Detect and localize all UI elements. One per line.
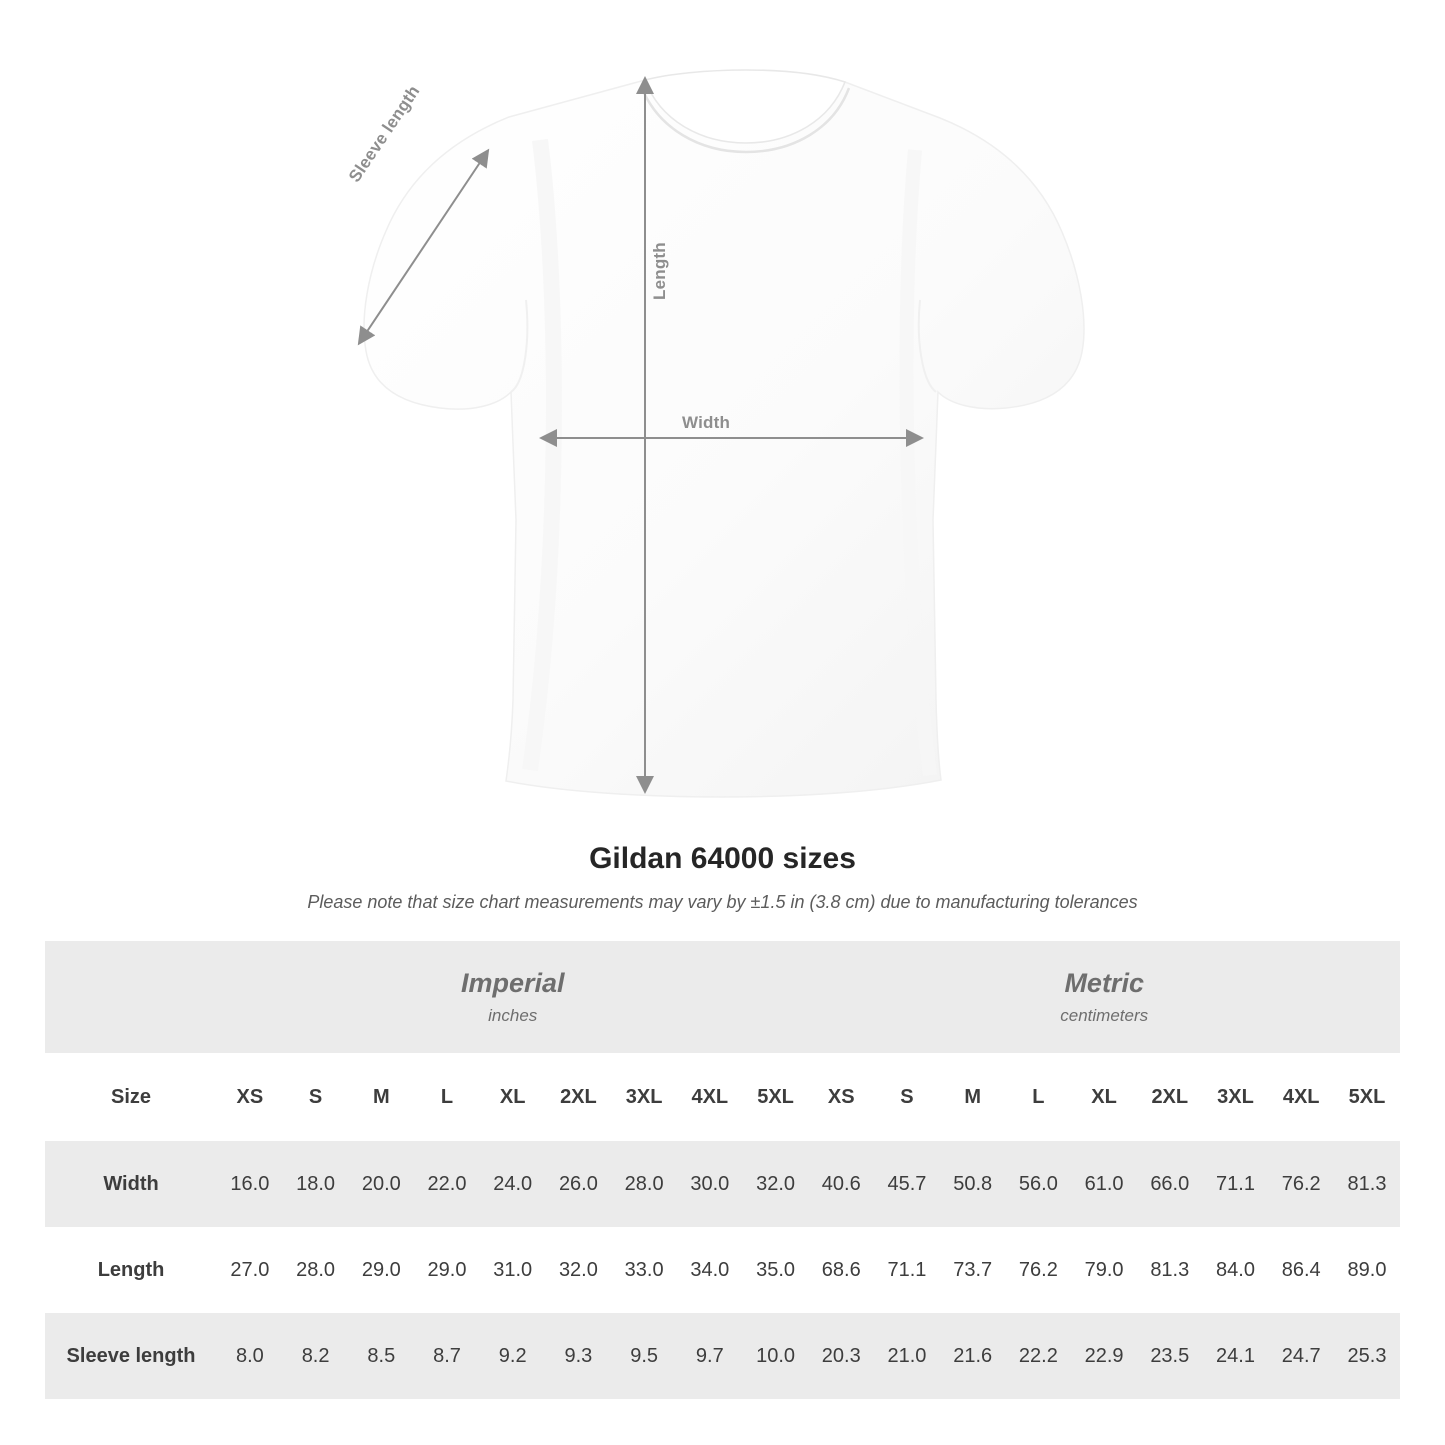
measurement-cell: 32.0 (546, 1227, 612, 1313)
measurement-cell: 22.9 (1071, 1313, 1137, 1399)
measurement-cell: 31.0 (480, 1227, 546, 1313)
size-header-cell: 3XL (611, 1053, 677, 1141)
page-title: Gildan 64000 sizes (589, 842, 856, 875)
size-header-label: Size (45, 1053, 217, 1141)
size-header-cell: 4XL (1268, 1053, 1334, 1141)
measurement-cell: 45.7 (874, 1141, 940, 1227)
measurement-cell: 34.0 (677, 1227, 743, 1313)
unit-group-metric-unit: centimeters (1060, 1005, 1149, 1025)
measurement-cell: 16.0 (217, 1141, 283, 1227)
measurement-cell: 61.0 (1071, 1141, 1137, 1227)
unit-group-metric (808, 941, 1400, 1053)
measurement-cell: 56.0 (1006, 1141, 1072, 1227)
measurement-cell: 25.3 (1334, 1313, 1400, 1399)
size-header-cell: 4XL (677, 1053, 743, 1141)
measurement-cell: 18.0 (283, 1141, 349, 1227)
size-header-cell: XL (1071, 1053, 1137, 1141)
measurement-cell: 76.2 (1268, 1141, 1334, 1227)
measurement-cell: 8.0 (217, 1313, 283, 1399)
unit-header-row (45, 941, 1400, 1053)
measurement-cell: 27.0 (217, 1227, 283, 1313)
measurement-cell: 28.0 (283, 1227, 349, 1313)
measurement-cell: 22.0 (414, 1141, 480, 1227)
measurement-cell: 24.7 (1268, 1313, 1334, 1399)
size-header-cell: XS (808, 1053, 874, 1141)
measurement-cell: 20.0 (348, 1141, 414, 1227)
sleeve-length-label: Sleeve length (345, 81, 424, 186)
measurement-cell: 29.0 (348, 1227, 414, 1313)
unit-group-imperial-name: Imperial (460, 968, 565, 999)
table-row (45, 1141, 1400, 1227)
measurement-cell: 89.0 (1334, 1227, 1400, 1313)
title-block (0, 842, 1445, 913)
measurement-cell: 8.7 (414, 1313, 480, 1399)
measurement-cell: 28.0 (611, 1141, 677, 1227)
measurement-cell: 21.0 (874, 1313, 940, 1399)
measurement-cell: 81.3 (1137, 1227, 1203, 1313)
measurement-cell: 35.0 (743, 1227, 809, 1313)
measurement-cell: 9.2 (480, 1313, 546, 1399)
measurement-cell: 21.6 (940, 1313, 1006, 1399)
size-header-cell: XS (217, 1053, 283, 1141)
size-header-cell: 2XL (1137, 1053, 1203, 1141)
measurement-cell: 50.8 (940, 1141, 1006, 1227)
measurement-cell: 84.0 (1203, 1227, 1269, 1313)
measurement-cell: 40.6 (808, 1141, 874, 1227)
unit-group-imperial (217, 941, 808, 1053)
measurement-cell: 10.0 (743, 1313, 809, 1399)
size-header-cell: M (940, 1053, 1006, 1141)
measurement-cell: 20.3 (808, 1313, 874, 1399)
size-table (45, 941, 1400, 1399)
measurement-cell: 68.6 (808, 1227, 874, 1313)
measurement-cell: 73.7 (940, 1227, 1006, 1313)
table-row (45, 1313, 1400, 1399)
measurement-cell: 81.3 (1334, 1141, 1400, 1227)
width-label: Width (682, 413, 731, 432)
measurement-cell: 23.5 (1137, 1313, 1203, 1399)
measurement-cell: 24.0 (480, 1141, 546, 1227)
unit-group-metric-name: Metric (1064, 968, 1144, 999)
measurement-cell: 9.3 (546, 1313, 612, 1399)
measurement-cell: 71.1 (874, 1227, 940, 1313)
size-header-cell: 5XL (1334, 1053, 1400, 1141)
measurement-cell: 9.5 (611, 1313, 677, 1399)
table-row (45, 1227, 1400, 1313)
row-label: Sleeve length (45, 1313, 217, 1399)
measurement-cell: 86.4 (1268, 1227, 1334, 1313)
row-label: Width (45, 1141, 217, 1227)
size-header-cell: 5XL (743, 1053, 809, 1141)
measurement-cell: 8.5 (348, 1313, 414, 1399)
measurement-note: Please note that size chart measurements may vary by ±1.5 in (3.8 cm) due to manufacturing tolerances (307, 892, 1138, 912)
size-header-row (45, 1053, 1400, 1141)
measurement-cell: 24.1 (1203, 1313, 1269, 1399)
measurement-cell: 22.2 (1006, 1313, 1072, 1399)
measurement-cell: 79.0 (1071, 1227, 1137, 1313)
unit-group-imperial-unit: inches (488, 1005, 538, 1025)
size-header-cell: 2XL (546, 1053, 612, 1141)
size-header-cell: M (348, 1053, 414, 1141)
measurement-cell: 29.0 (414, 1227, 480, 1313)
size-header-cell: L (414, 1053, 480, 1141)
size-header-cell: L (1006, 1053, 1072, 1141)
length-label: Length (650, 242, 669, 300)
row-label: Length (45, 1227, 217, 1313)
size-header-cell: 3XL (1203, 1053, 1269, 1141)
size-header-cell: XL (480, 1053, 546, 1141)
size-header-cell: S (283, 1053, 349, 1141)
size-header-cell: S (874, 1053, 940, 1141)
size-table-wrapper (45, 941, 1400, 1399)
tshirt-shape (364, 70, 1084, 797)
measurement-cell: 71.1 (1203, 1141, 1269, 1227)
measurement-cell: 76.2 (1006, 1227, 1072, 1313)
measurement-cell: 33.0 (611, 1227, 677, 1313)
measurement-cell: 66.0 (1137, 1141, 1203, 1227)
measurement-cell: 8.2 (283, 1313, 349, 1399)
measurement-cell: 9.7 (677, 1313, 743, 1399)
measurement-cell: 26.0 (546, 1141, 612, 1227)
measurement-cell: 32.0 (743, 1141, 809, 1227)
unit-header-spacer (45, 941, 217, 1053)
measurement-cell: 30.0 (677, 1141, 743, 1227)
